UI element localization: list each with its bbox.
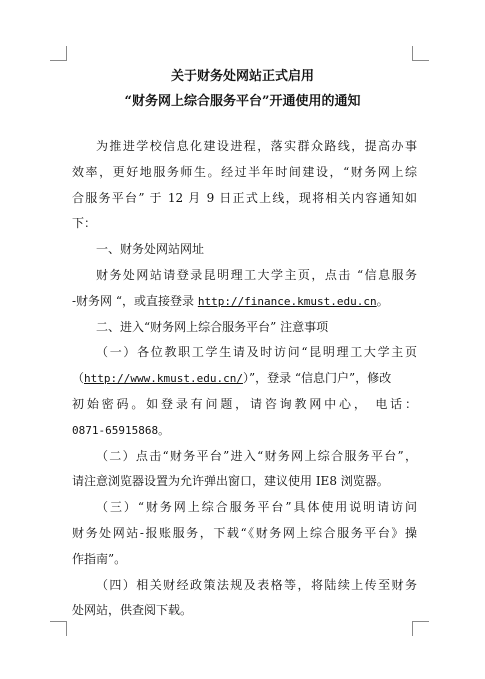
paragraph-text: ）”，登录 “信息门户”，修改 — [242, 371, 392, 386]
paragraph-line: 处网站，供查阅下载。 — [72, 603, 193, 618]
corner-mark-top-left — [50, 46, 67, 61]
paragraph-line — [72, 289, 417, 315]
document-title-line-2: “财务网上综合服务平台”开通使用的通知 — [124, 94, 361, 109]
paragraph-line: 财务处网站请登录昆明理工大学主页，点击 “信息服务 — [96, 267, 417, 282]
corner-mark-top-right — [412, 46, 429, 61]
document-title-line-1: 关于财务处网站正式启用 — [170, 69, 314, 84]
phone-number: 0871-65915868。 — [72, 423, 170, 437]
paragraph-line: （二）点击“财务平台”进入“财务网上综合服务平台”， — [96, 448, 417, 463]
paragraph-text: -财务网 “，或直接登录 — [72, 293, 198, 308]
corner-mark-bottom-left — [50, 621, 67, 636]
paragraph-line: （三）“财务网上综合服务平台”具体使用说明请访问 — [96, 500, 417, 515]
document-body — [72, 134, 417, 624]
paragraph-line: （一）各位教职工学生请及时访问“昆明理工大学主页 — [96, 345, 417, 360]
paragraph-line — [72, 366, 417, 392]
paragraph-line: 初始密码。如登录有问题，请咨询教网中心， 电话： — [72, 396, 417, 411]
section-heading: 二、进入“财务网上综合服务平台” 注意事项 — [96, 319, 329, 334]
intro-line: 合服务平台” 于 12 月 9 日正式上线，现将相关内容通知如 — [72, 190, 417, 205]
paragraph-line: 请注意浏览器设置为允许弹出窗口，建议使用 IE8 浏览器。 — [72, 474, 389, 489]
intro-line: 下： — [72, 216, 97, 231]
paragraph-text: 。 — [376, 293, 389, 308]
paragraph-line: 财务处网站-报账服务，下载“《财务网上综合服务平台》操 — [72, 525, 417, 540]
paragraph-line: （四）相关财经政策法规及表格等，将陆续上传至财务 — [96, 577, 417, 592]
paragraph-text: （ — [72, 371, 85, 386]
intro-line: 效率，更好地服务师生。经过半年时间建设，“财务网上综 — [72, 164, 417, 179]
intro-line: 为推进学校信息化建设进程，落实群众路线，提高办事 — [96, 139, 417, 153]
finance-site-link[interactable]: http://finance.kmust.edu.cn — [197, 294, 377, 308]
university-homepage-link[interactable]: http://www.kmust.edu.cn/ — [84, 372, 243, 386]
section-heading: 一、财务处网站网址 — [96, 242, 205, 257]
paragraph-line: 作指南”。 — [72, 551, 127, 566]
